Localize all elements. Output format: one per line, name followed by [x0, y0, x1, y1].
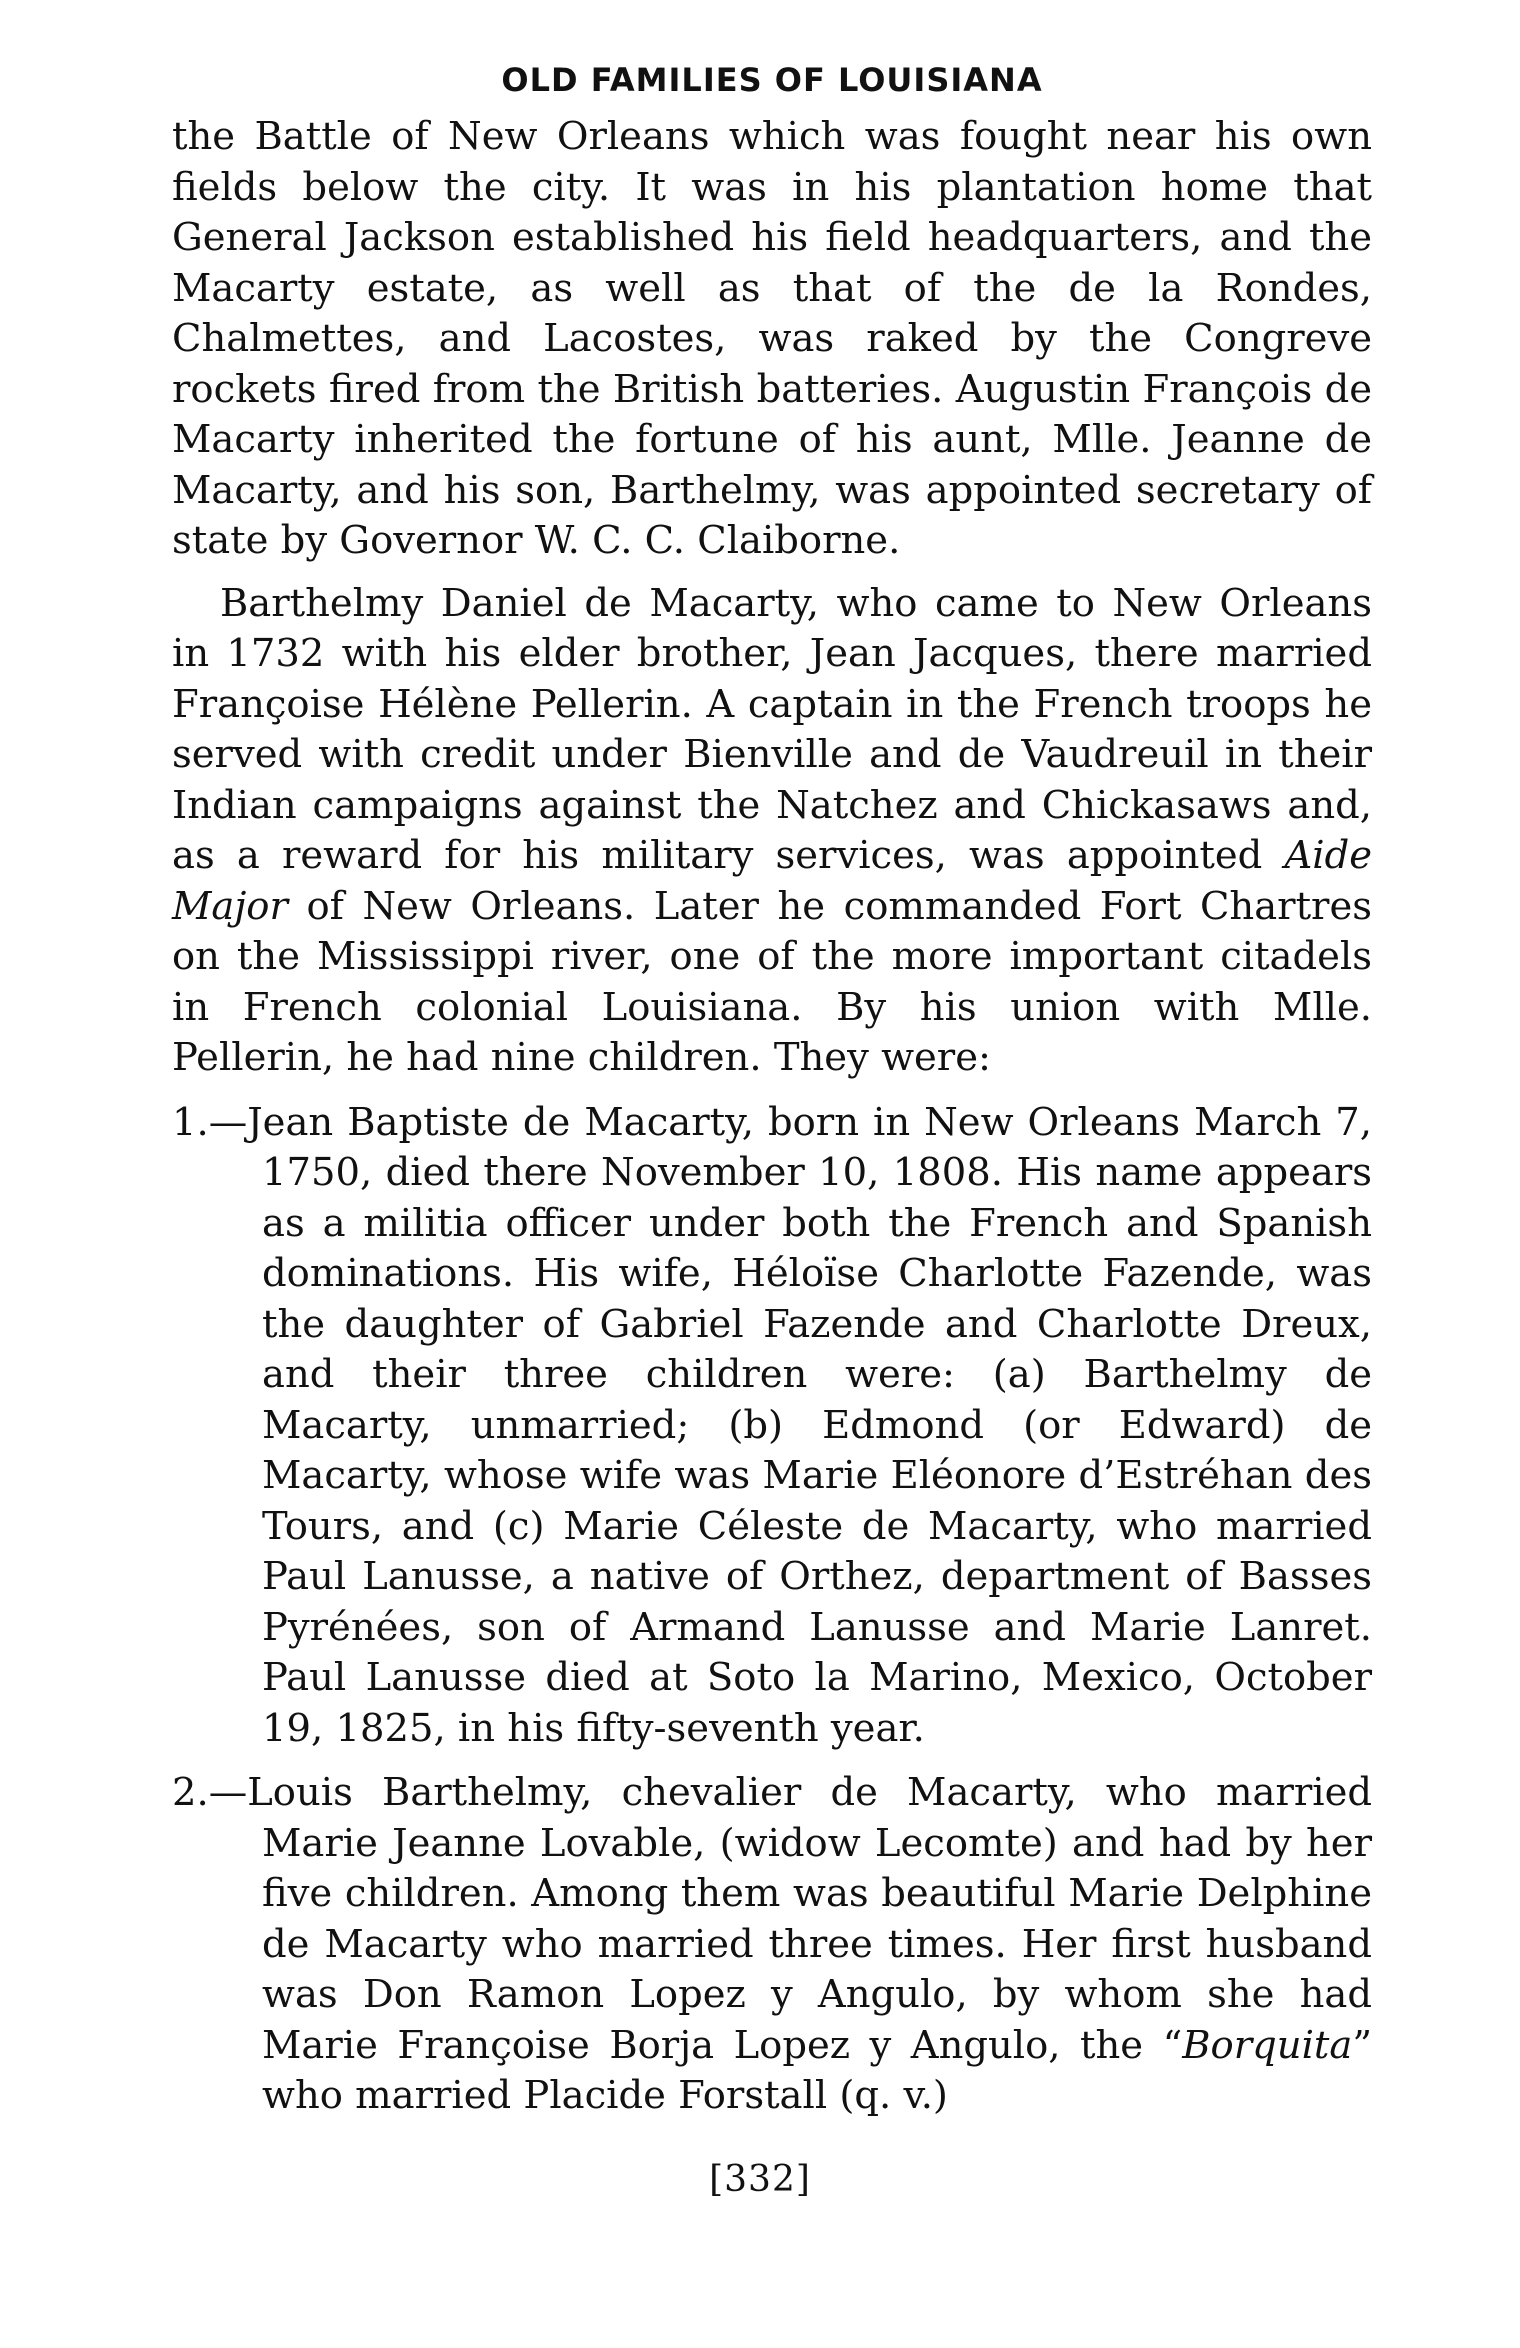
aide-major-title: Aide Major — [172, 833, 1372, 929]
list-item-louis-barthelmy — [172, 1768, 1372, 2122]
page-number: [332] — [709, 2159, 811, 2200]
borquita-name: Borquita — [1182, 2022, 1353, 2068]
entry-text: Jean Baptiste de Macarty, born in New Orleans March 7, 1750, died there November 10, 1808. His name appears as a militia officer under both the French and Spanish dominations. His wife, Héloïse Charlotte Fazende, was the daughter of Gabriel Fazende and Charlotte Dreux, and their three children were: (a) Barthelmy de Macarty, unmarried; (b) Edmond (or Edward) de Macarty, whose wife was Marie Eléonore d’Estréhan des Tours, and (c) Marie Céleste de Macarty, who married Paul Lanusse, a native of Orthez, department of Basses Pyrénées, son of Armand Lanusse and Marie Lanret. Paul Lanusse died at Soto la Marino, Mexico, October 19, 1825, in his fifty-seventh year. — [247, 1099, 1372, 1751]
paragraph-text: Barthelmy Daniel de Macarty, who came to New Orleans in 1732 with his elder brother, Jean Jacques, there married Françoise Hélène Pellerin. A captain in the French troops he served with credit under Bienville and de Vaudreuil in their Indian campaigns against the Natchez and Chickasaws and, as a reward for his military services, was appointed — [172, 580, 1372, 878]
entry-number: 1.— — [172, 1099, 248, 1145]
list-item-jean-baptiste — [172, 1098, 1372, 1755]
paragraph-battle-of-new-orleans: the Battle of New Orleans which was fought near his own fields below the city. It was in his plantation home that General Jackson established his field headquarters, and the Macarty estate, as well as that of the de la Rondes, Chalmettes, and Lacostes, was raked by the Congreve rockets fired from the British batteries. Augustin François de Macarty inherited the fortune of his aunt, Mlle. Jeanne de Macarty, and his son, Barthelmy, was appointed secretary of state by Governor W. C. C. Claiborne. — [172, 114, 1372, 563]
book-page — [172, 60, 1372, 2122]
entry-text: Louis Barthelmy, chevalier de Macarty, who married Marie Jeanne Lovable, (widow Lecomte) and had by her five children. Among them was beautiful Marie Delphine de Macarty who married three times. Her first husband was Don Ramon Lopez y Angulo, by whom she had Marie Françoise Borja Lopez y Angulo, the “ — [247, 1770, 1372, 2068]
running-title: OLD FAMILIES OF LOUISIANA — [501, 61, 1043, 99]
entry-number: 2.— — [172, 1770, 248, 1815]
paragraph-barthelmy-daniel — [172, 579, 1372, 1084]
entry-text: ” who married Placide Forstall (q. v.) — [262, 2022, 1372, 2118]
paragraph-text: of New Orleans. Later he commanded Fort Chartres on the Mississippi river, one of the more important citadels in French colonial Louisiana. By his union with Mlle. Pellerin, he had nine children. They were: — [172, 883, 1373, 1080]
